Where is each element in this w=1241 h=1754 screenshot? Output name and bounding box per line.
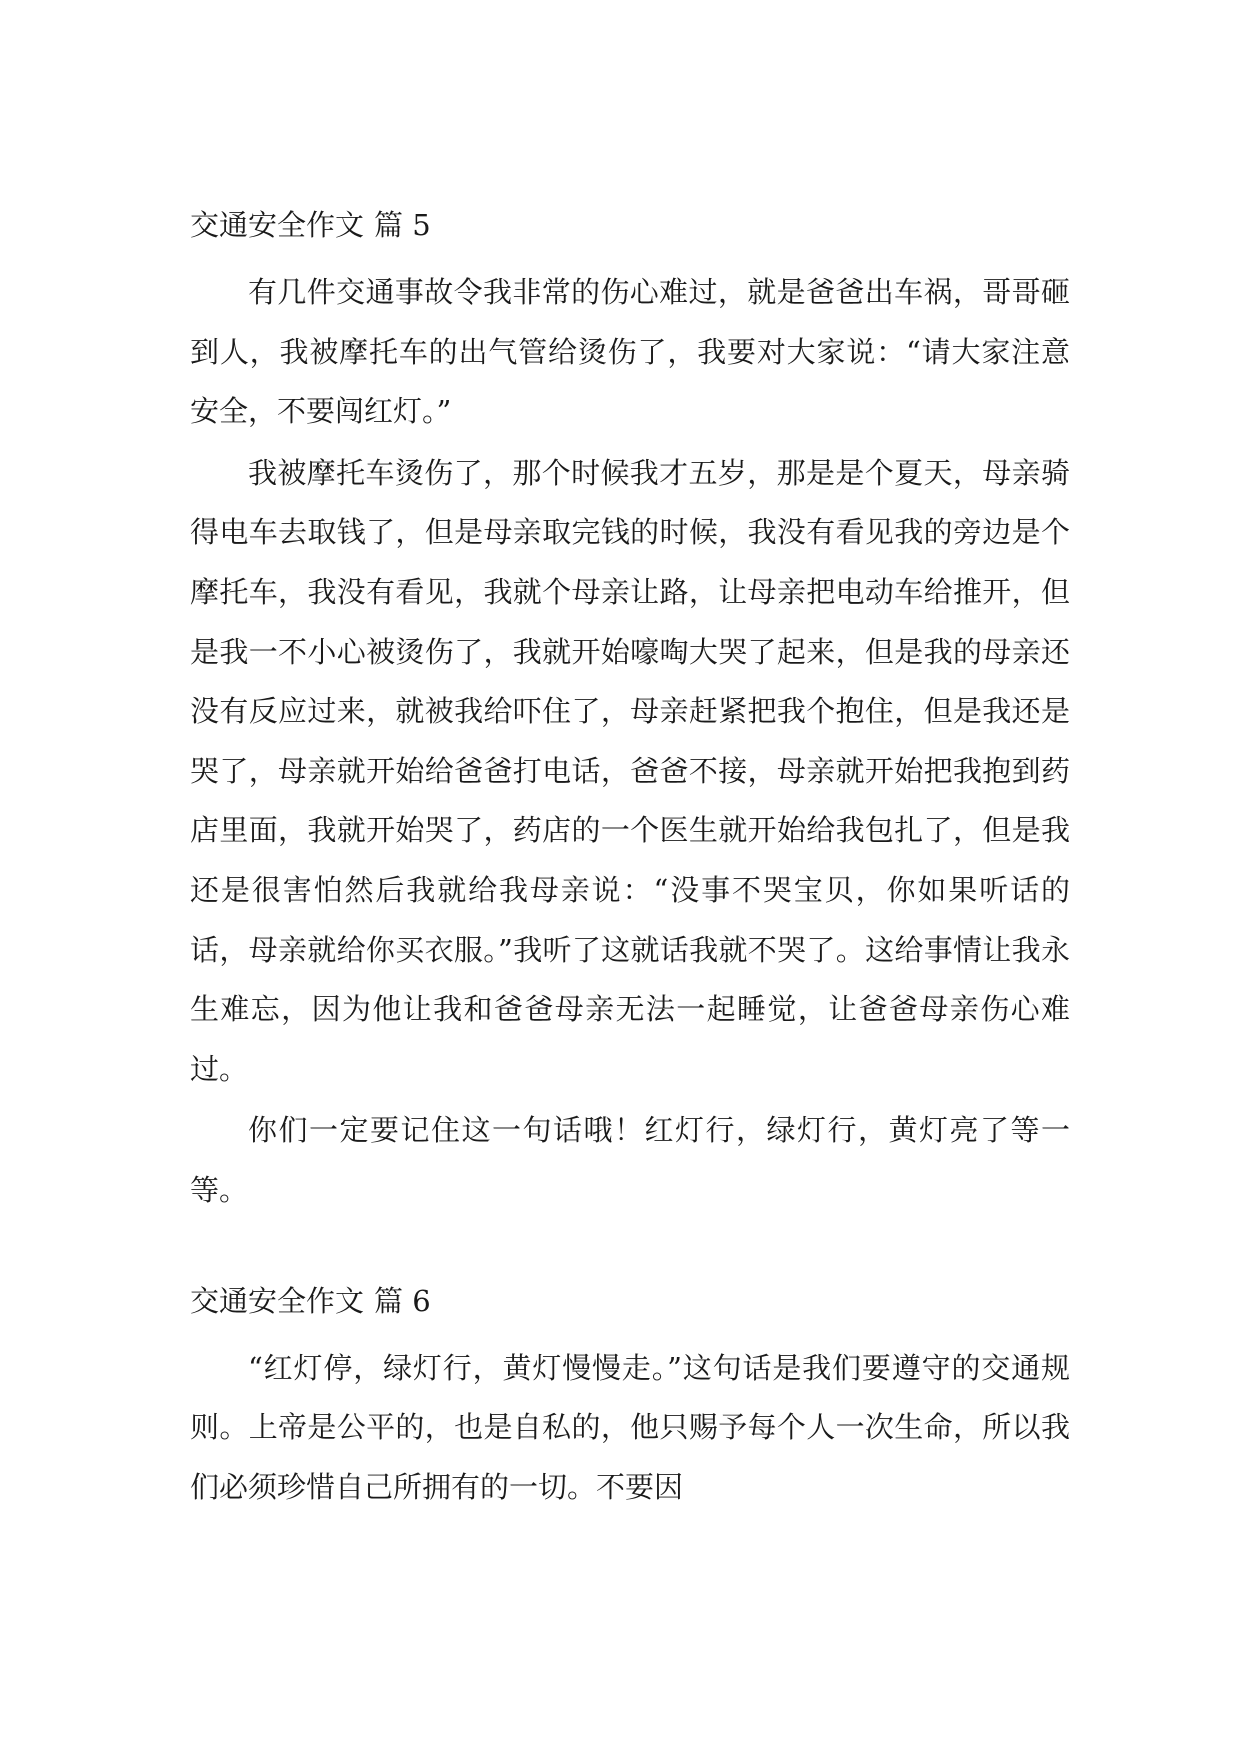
section-heading — [190, 205, 1070, 245]
section-title: 交通安全作文 — [190, 208, 365, 242]
essay-section-5 — [190, 205, 1070, 1221]
paragraph: 我被摩托车烫伤了，那个时候我才五岁，那是是个夏天，母亲骑得电车去取钱了，但是母亲取完钱的时候，我没有看见我的旁边是个摩托车，我没有看见，我就个母亲让路，让母亲把电动车给推开，但是我一不小心被烫伤了，我就开始嚎啕大哭了起来，但是我的母亲还没有反应过来，就被我给吓住了，母亲赶紧把我个抱住，但是我还是哭了，母亲就开始给爸爸打电话，爸爸不接，母亲就开始把我抱到药店里面，我就开始哭了，药店的一个医生就开始给我包扎了，但是我还是很害怕然后我就给我母亲说：“没事不哭宝贝，你如果听话的话，母亲就给你买衣服。”我听了这就话我就不哭了。这给事情让我永生难忘，因为他让我和爸爸母亲无法一起睡觉，让爸爸母亲伤心难过。 — [190, 455, 1070, 1086]
section-label: 篇 6 — [374, 1283, 431, 1318]
paragraph: “红灯停，绿灯行，黄灯慢慢走。”这句话是我们要遵守的交通规则。上帝是公平的，也是自私的，他只赐予每个人一次生命，所以我们必须珍惜自己所拥有的一切。不要因 — [190, 1350, 1070, 1504]
paragraph: 有几件交通事故令我非常的伤心难过，就是爸爸出车祸，哥哥砸到人，我被摩托车的出气管给烫伤了，我要对大家说：“请大家注意安全，不要闯红灯。” — [190, 275, 1070, 429]
section-divider-space — [190, 1221, 1070, 1281]
paragraph: 你们一定要记住这一句话哦！红灯行，绿灯行，黄灯亮了等一等。 — [190, 1113, 1070, 1207]
document-page — [190, 205, 1070, 1517]
section-title: 交通安全作文 — [190, 1283, 365, 1318]
section-label: 篇 5 — [374, 208, 431, 242]
section-heading — [190, 1281, 1070, 1321]
essay-section-6 — [190, 1281, 1070, 1518]
